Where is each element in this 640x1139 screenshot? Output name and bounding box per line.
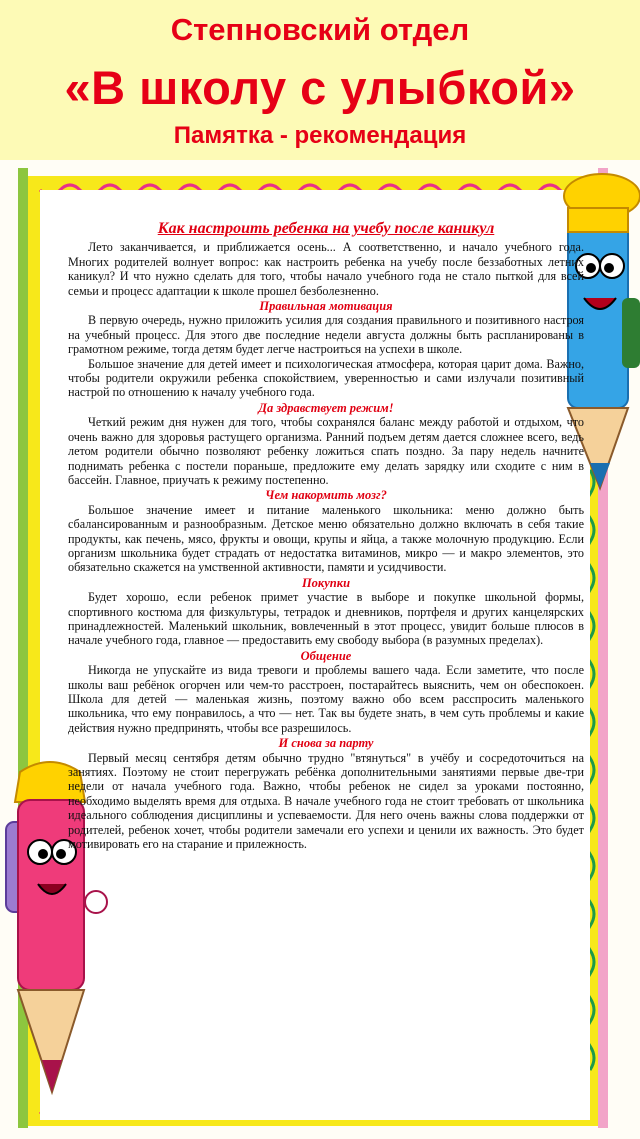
intro-paragraph: Лето заканчивается, и приближается осень... А соответственно, и начало учебного года. Многих родителей волнует вопрос: как настроить ребенка на учебу после беззаботных летних каникул? И что нужно сделать для того, чтобы начало учебного года не стало пыткой для всей семьи и процесс адаптации к школе прошел безболезненно. <box>68 240 584 298</box>
project-title: «В школу с улыбкой» <box>64 61 576 114</box>
memo-subtitle: Памятка - рекомендация <box>173 122 467 149</box>
nutrition-paragraph: Большое значение имеет и питание маленького школьника: меню должно быть сбалансированным и разнообразным. Детское меню обязательно должно включать в себя такие продукты, как печень, мясо, фрукты и овощи, крупы и яйца, а также молочную продукцию. Если организм школьника будет страдать от недостатка витаминов, микро — и макро элементов, это обязательно скажется на умственной активности, памяти и усидчивости. <box>68 502 584 575</box>
department-title: Степновский отдел <box>170 12 470 47</box>
section-heading-routine: Да здравствует режим! <box>258 400 394 415</box>
shopping-paragraph: Будет хорошо, если ребенок примет участие в выборе и покупке школьной формы, спортивного костюма для физкультуры, тетрадок и дневников, портфеля и других канцелярских принадлежностей. Маленький школьник, вовлеченный в этот процесс, увидит больше плюсов в начале учебного года, главное — предоставить ему свободу выбора (в разумных пределах). <box>68 590 584 648</box>
communication-paragraph: Никогда не упускайте из вида тревоги и проблемы вашего чада. Если заметите, что после школы ваш ребёнок огорчен или чем-то расстроен, постарайтесь выяснить, чем он обеспокоен. Школа для детей — маленькая жизнь, поэтому важно обо всем расспросить маленького школьника, что ему понравилось, а что — нет. Так вы будете знать, в чем суть проблемы и какие действия нужно предпринять, чтобы все разрешилось. <box>68 663 584 735</box>
section-heading-shopping: Покупки <box>301 575 351 590</box>
motivation-paragraph-2: Большое значение для детей имеет и психологическая атмосфера, которая царит дома. Важно, чтобы родители окружили ребенка спокойствием, уверенностью и сами излучали позитивный настрой по отношению к началу учебного года. <box>68 356 584 400</box>
section-heading-motivation: Правильная мотивация <box>259 299 393 314</box>
routine-paragraph: Четкий режим дня нужен для того, чтобы сохранялся баланс между работой и отдыхом, что очень важно для здоровья растущего организма. Ранний подъем детям дается сложнее всего, ведь летом родители обычно позволяют ребенку ложиться спать поздно. За пару недель начните поднимать ребенка с постели пораньше, предложите ему делать зарядку или сходите с ним в бассейн. Главное, приучать к режиму постепенно. <box>68 415 584 487</box>
section-heading-back-to-desk: И снова за парту <box>278 736 374 751</box>
article-title: Как настроить ребенка на учебу после каникул <box>157 220 495 237</box>
article-body <box>68 222 584 851</box>
back-to-desk-paragraph: Первый месяц сентября детям обычно трудно "втянуться" в учёбу и сосредоточиться на занятиях. Поэтому не стоит перегружать ребёнка дополнительными занятиями первые две-три недели от начала учебного года. Важно, чтобы ребенок не сидел за уроками постоянно, необходимо выделять время для отдыха. В начале учебного года не стоит требовать от школьника идеального соблюдения дисциплины и успеваемости. Для него очень важны слова поддержки от родителей, ребенок хочет, чтобы родители замечали его успехи и ценили их важность. Это будет мотивировать его на старание и прилежность. <box>68 750 584 852</box>
motivation-paragraph-1: В первую очередь, нужно приложить усилия для создания правильного и позитивного настроя на учебный процесс. Для этого две последние недели августа должны быть распланированы в грамотном режиме, тогда детям будет легче настроиться на успехи в школе. <box>68 313 584 357</box>
section-heading-communication: Общение <box>300 648 352 663</box>
section-heading-nutrition: Чем накормить мозг? <box>265 488 387 503</box>
header-banner <box>0 0 640 160</box>
